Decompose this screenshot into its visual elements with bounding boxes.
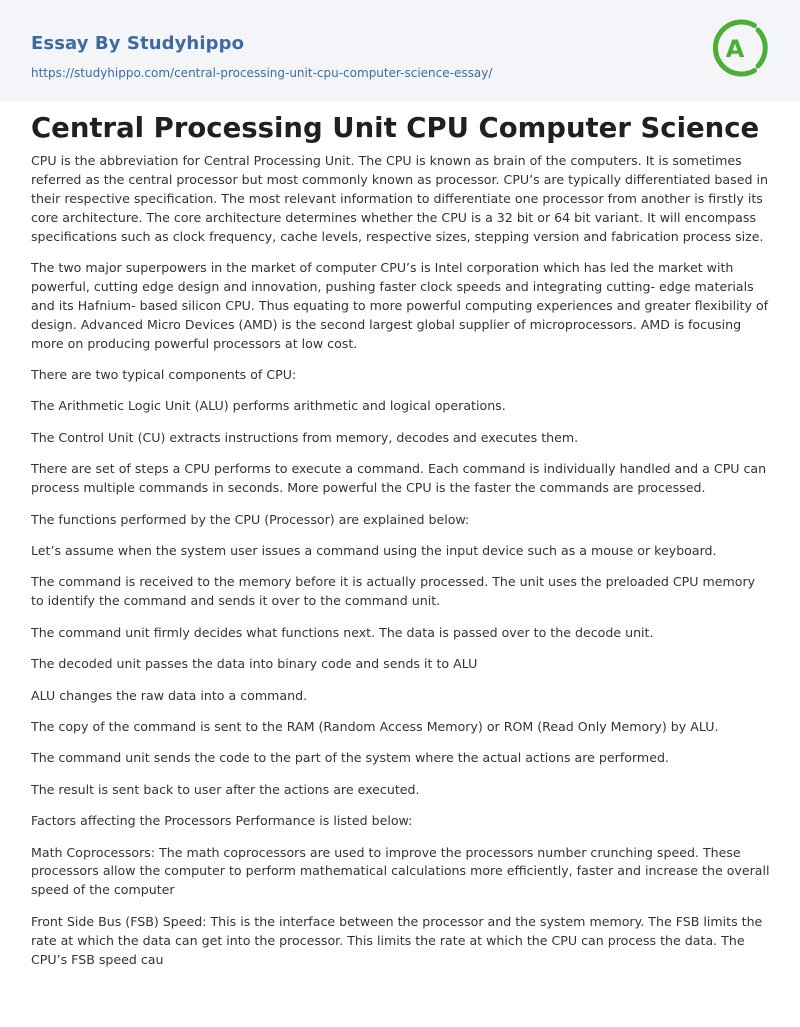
paragraph: The result is sent back to user after the actions are executed. (31, 781, 420, 797)
paragraph: The command unit firmly decides what functions next. The data is passed over to the decode unit. (31, 624, 654, 640)
logo-letter: A (725, 35, 745, 63)
paragraph: The decoded unit passes the data into binary code and sends it to ALU (31, 656, 478, 672)
paragraph: The Control Unit (CU) extracts instructions from memory, decodes and executes them. (31, 429, 579, 445)
site-header (0, 0, 800, 101)
paragraph: The two major superpowers in the market of computer CPU’s is Intel corporation which has led the market with powerful, cutting edge design and innovation, pushing faster clock speeds and integrating cutting- edge materials and its Hafnium- based silicon CPU. Thus equating to more powerful computing experiences and greater flexibility of design. Advanced Micro Devices (AMD) is the second largest global supplier of microprocessors. AMD is focusing more on producing powerful processors at low cost. (31, 260, 769, 351)
paragraph: Front Side Bus (FSB) Speed: This is the interface between the processor and the system memory. The FSB limits the rate at which the data can get into the processor. This limits the rate at which the CPU can process the data. The CPU’s FSB speed cau (31, 913, 763, 967)
paragraph: The command is received to the memory before it is actually processed. The unit uses the preloaded CPU memory to identify the command and sends it over to the command unit. (31, 574, 756, 609)
essay-body (31, 152, 771, 970)
site-brand[interactable]: Essay By Studyhippo (31, 33, 245, 54)
paragraph: Math Coprocessors: The math coprocessors are used to improve the processors number crunching speed. These processors allow the computer to perform mathematical calculations more efficiently, faster and increase the overall speed of the computer (31, 844, 770, 898)
paragraph: The copy of the command is sent to the RAM (Random Access Memory) or ROM (Read Only Memory) by ALU. (31, 718, 719, 734)
paragraph: The command unit sends the code to the part of the system where the actual actions are performed. (31, 750, 669, 766)
paragraph: The functions performed by the CPU (Processor) are explained below: (31, 511, 470, 527)
paragraph: Factors affecting the Processors Performance is listed below: (31, 813, 413, 829)
source-url-link[interactable]: https://studyhippo.com/central-processing-unit-cpu-computer-science-essay/ (31, 66, 493, 80)
paragraph: There are set of steps a CPU performs to execute a command. Each command is individually handled and a CPU can process multiple commands in seconds. More powerful the CPU is the faster the commands are processed. (31, 461, 767, 496)
paragraph: CPU is the abbreviation for Central Processing Unit. The CPU is known as brain of the computers. It is sometimes referred as the central processor but most commonly known as processor. CPU’s are typically differentiated based in their respective specification. The most relevant information to differentiate one processor from another is firstly its core architecture. The core architecture determines whether the CPU is a 32 bit or 64 bit variant. It will encompass specifications such as clock frequency, cache levels, respective sizes, stepping version and fabrication process size. (31, 153, 768, 244)
page-title: Central Processing Unit CPU Computer Science (31, 112, 760, 144)
paragraph: There are two typical components of CPU: (31, 367, 297, 383)
paragraph: Let’s assume when the system user issues a command using the input device such as a mouse or keyboard. (31, 543, 717, 558)
studyhippo-logo-icon[interactable] (708, 14, 772, 82)
paragraph: The Arithmetic Logic Unit (ALU) performs arithmetic and logical operations. (31, 398, 506, 414)
paragraph: ALU changes the raw data into a command. (31, 687, 308, 703)
